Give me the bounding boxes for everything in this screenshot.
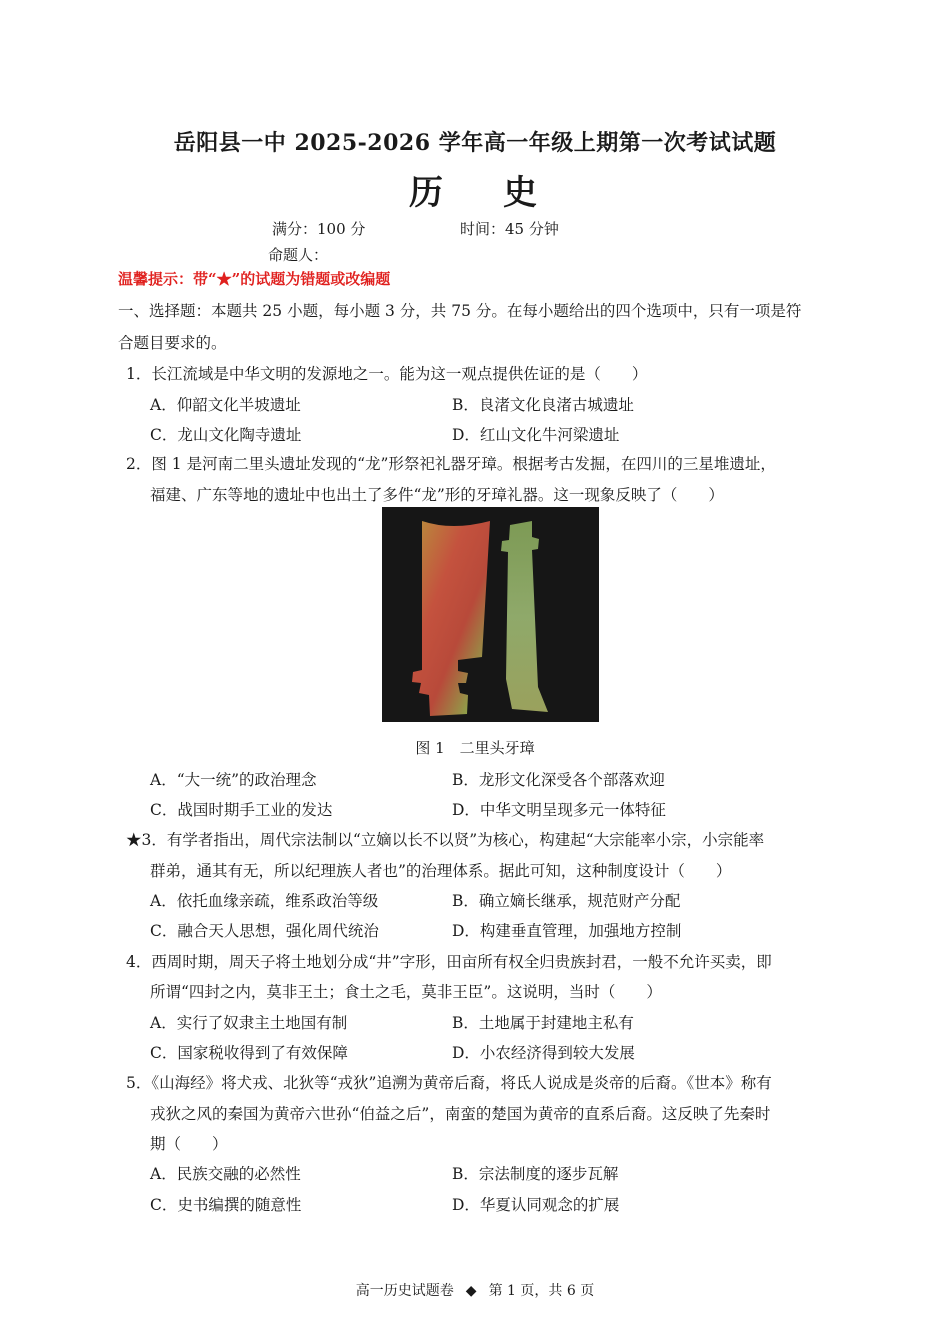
question-2-option-d: D．中华文明呈现多元一体特征 <box>452 801 666 819</box>
question-1-option-d: D．红山文化牛河梁遗址 <box>452 426 620 444</box>
question-4-stem-line1: 4．西周时期，周天子将土地划分成“井”字形，田亩所有权全归贵族封君，一般不允许买卖，即 <box>126 953 772 971</box>
subject-title: 历史 <box>409 173 597 213</box>
question-1-option-b: B．良渚文化良渚古城遗址 <box>452 396 634 414</box>
author-label: 命题人： <box>268 246 329 264</box>
question-4-option-b: B．土地属于封建地主私有 <box>452 1014 634 1032</box>
question-3-option-b: B．确立嫡长继承，规范财产分配 <box>452 892 681 910</box>
question-5-stem-line1: 5．《山海经》将犬戎、北狄等“戎狄”追溯为黄帝后裔，将氐人说成是炎帝的后裔。《世本》称有 <box>126 1074 772 1092</box>
section-intro-line1: 一、选择题：本题共 25 小题，每小题 3 分，共 75 分。在每小题给出的四个选项中，只有一项是符 <box>118 302 802 320</box>
question-4-stem-line2: 所谓“四封之内，莫非王土；食土之毛，莫非王臣”。这说明，当时（ ） <box>150 983 662 1001</box>
exam-title: 岳阳县一中 2025-2026 学年高一年级上期第一次考试试题 <box>173 130 777 156</box>
footer-paper-name: 高一历史试题卷 <box>355 1283 454 1299</box>
diamond-icon: ◆ <box>465 1283 477 1299</box>
question-4-option-a: A．实行了奴隶主土地国有制 <box>150 1014 348 1032</box>
question-5-option-a: A．民族交融的必然性 <box>150 1165 301 1183</box>
question-2-stem-line2: 福建、广东等地的遗址中也出土了多件“龙”形的牙璋礼器。这一现象反映了（ ） <box>150 486 724 504</box>
question-4-option-d: D．小农经济得到较大发展 <box>452 1044 635 1062</box>
question-5-option-c: C．史书编撰的随意性 <box>150 1196 302 1214</box>
question-1-stem: 1．长江流域是中华文明的发源地之一。能为这一观点提供佐证的是（ ） <box>126 365 648 383</box>
question-2-stem-line1: 2．图 1 是河南二里头遗址发现的“龙”形祭祀礼器牙璋。根据考古发掘，在四川的三星堆遗址， <box>126 455 776 473</box>
section-intro-line2: 合题目要求的。 <box>118 334 227 352</box>
question-5-option-b: B．宗法制度的逐步瓦解 <box>452 1165 619 1183</box>
question-5-stem-line3: 期（ ） <box>150 1135 228 1153</box>
question-3-stem-line2: 群弟，通其有无，所以纪理族人者也”的治理体系。据此可知，这种制度设计（ ） <box>150 862 732 880</box>
question-2-option-c: C．战国时期手工业的发达 <box>150 801 333 819</box>
yazhang-jade-tablets-picture <box>382 507 599 722</box>
page-footer <box>0 1280 950 1300</box>
question-2-option-a: A．“大一统”的政治理念 <box>150 771 317 789</box>
question-2-option-b: B．龙形文化深受各个部落欢迎 <box>452 771 665 789</box>
question-3-option-c: C．融合天人思想，强化周代统治 <box>150 922 379 940</box>
exam-time: 时间：45 分钟 <box>460 220 559 238</box>
figure-caption: 图 1 二里头牙璋 <box>415 739 535 757</box>
question-1-option-a: A．仰韶文化半坡遗址 <box>150 396 301 414</box>
question-3-option-a: A．依托血缘亲疏，维系政治等级 <box>150 892 379 910</box>
question-5-stem-line2: 戎狄之风的秦国为黄帝六世孙“伯益之后”，南蛮的楚国为黄帝的直系后裔。这反映了先秦时 <box>150 1105 771 1123</box>
warm-tip: 温馨提示：带“★”的试题为错题或改编题 <box>118 270 391 288</box>
question-3-stem-line1: ★3．有学者指出，周代宗法制以“立嫡以长不以贤”为核心，构建起“大宗能率小宗，小宗能率 <box>126 831 765 849</box>
question-5-option-d: D．华夏认同观念的扩展 <box>452 1196 620 1214</box>
full-score: 满分：100 分 <box>272 220 366 238</box>
question-1-option-c: C．龙山文化陶寺遗址 <box>150 426 302 444</box>
yazhang-figure-image <box>382 507 599 722</box>
question-4-option-c: C．国家税收得到了有效保障 <box>150 1044 348 1062</box>
question-3-option-d: D．构建垂直管理，加强地方控制 <box>452 922 682 940</box>
footer-page-number: 第 1 页，共 6 页 <box>488 1283 595 1299</box>
